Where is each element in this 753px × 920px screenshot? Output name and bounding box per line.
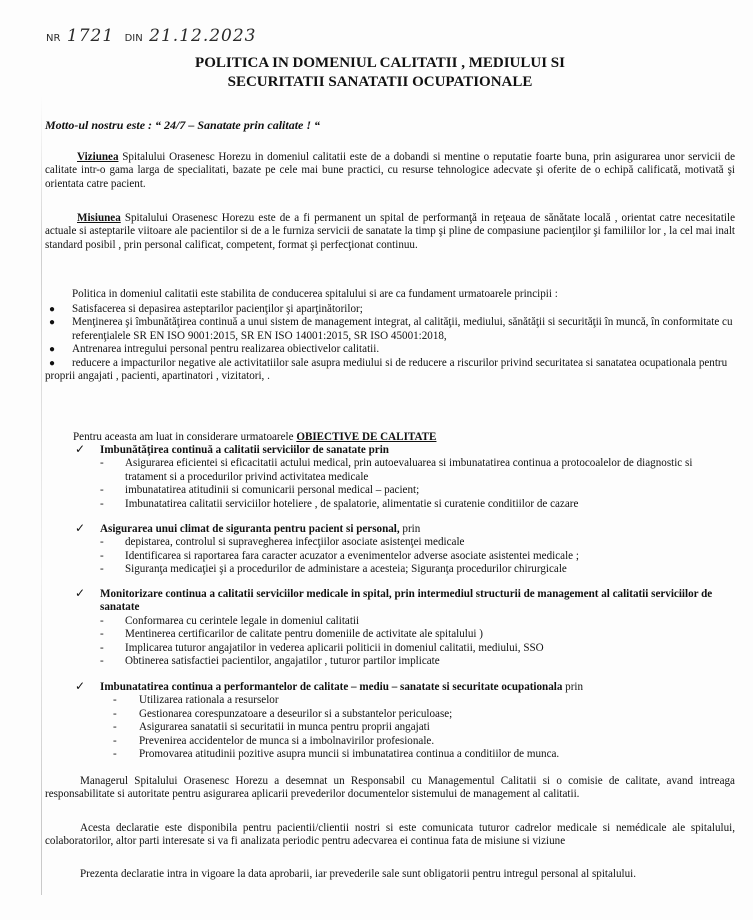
list-item: - Promovarea atitudinii pozitive asupra muncii si imbunatatirea continua a conditiilor de munca. [113,748,560,761]
bullet-icon: ● [49,317,56,329]
bullet-icon: ● [49,344,56,356]
check-icon: ✓ [75,679,86,693]
list-item: - Asigurarea sanatatii si securitatii in munca pentru proprii angajati [113,721,430,734]
objective-group-2 [75,523,735,577]
list-item: - Asigurarea eficientei si eficacitatii actului medical, prin autoevaluarea si imbunatatirea continua a protocoalelor de diagnostic si tratament si a procedurilor privind activitatea medicale [100,457,693,483]
objectives-heading: OBIECTIVE DE CALITATE [296,431,437,443]
registration-number [46,26,263,46]
list-item: - Gestionarea corespunzatoare a deseurilor si a substantelor periculoase; [113,707,453,720]
list-item: ● reducere a impacturilor negative ale activitatiilor sale asupra mediului si de reducere a riscurilor privind securitatea si sanatatea ocupationala pentru proprii angajati , pacienti, apartinatori , vizitatori, . [45,356,728,383]
vision-text: Spitalului Orasenesc Horezu in domeniul calitatii este de a dobandi si mentine o reputatie foarte buna, prin asigurarea unor servicii de calitate intr-o gama larga de specialitati, bazate pe cele mai bune practici, cu resurse tehnologice adecvate şi oferite de o echipă calificată, motivată şi orientata catre pacient. [45,151,735,190]
objective-group-1 [75,444,735,511]
list-item: - imbunatatirea atitudinii si comunicarii personal medical – pacient; [100,484,420,497]
nr-value: 1721 [66,26,115,46]
list-item: ● Menţinerea şi îmbunătăţirea continuă a unui sistem de management integrat, al calităţii, mediului, sănătăţii si securităţii în muncă, în conformitate cu referenţialele SR EN ISO 9001:2015, SR EN ISO 14001:2015, SR ISO 45001:2018, [49,316,733,342]
check-icon: ✓ [75,586,86,600]
bullet-icon: ● [49,357,56,369]
mission-text: Spitalului Orasenesc Horezu este de a fi permanent un spital de performanţă in reţeaua de sănătate locală , orientat catre necesitatile actuale si asteptarile viitoare ale pacientilor si de a le furniza servicii de sanatate la timp şi pline de compasiune pacienţilor şi familiilor lor , la cel mai inalt standard posibil , prin personal calificat, competent, format şi perfecţionat continuu. [45,212,735,251]
nr-label: NR [46,33,61,44]
list-item: - Conformarea cu cerintele legale in domeniul calitatii [100,614,360,627]
vision-paragraph [45,151,735,191]
objective-title: ✓ Monitorizare continua a calitatii serviciilor medicale in spital, prin intermediul structurii de management al calitatii serviciilor de sanatate [75,586,713,614]
objective-title: ✓ Imbunătăţirea continuă a calitatii serviciilor de sanatate prin [75,442,389,456]
list-item: - Prevenirea accidentelor de munca si a imbolnavirilor profesionale. [113,734,435,747]
scan-edge-shadow [41,95,42,895]
list-item: - Imbunatatirea calitatii serviciilor hoteliere , de spalatorie, alimentatie si curatenie conditiilor de cazare [100,497,579,510]
availability-paragraph: Acesta declaratie este disponibila pentru pacientii/clientii nostri si este comunicata tuturor cadrelor medicale si nemédicale ale spitalului, colaboratorilor, altor parti interesate si va fi analizata periodic pentru adecvarea ei continua fata de misiune si viziune [45,822,735,848]
manager-paragraph: Managerul Spitalului Orasenesc Horezu a desemnat un Responsabil cu Managementul Calitatii si o comisie de calitate, avand intreaga responsabilitate si autoritate pentru asigurarea aplicarii prevederilor documentelor sistemului de management al calitatii. [45,775,735,801]
list-item: - Utilizarea rationala a resurselor [113,694,279,707]
din-label: DIN [124,33,143,44]
vision-label: Viziunea [77,151,119,163]
list-item: - Mentinerea certificarilor de calitate pentru domeniile de activitate ale spitalului ) [100,628,483,641]
list-item: - Identificarea si raportarea fara caracter acuzator a evenimentelor adverse asociate asistentei medicale ; [100,549,579,562]
list-item: - Obtinerea satisfactiei pacientilor, angajatilor , tuturor partilor implicate [100,655,440,668]
mission-label: Misiunea [77,212,121,224]
document-title-line-1: POLITICA IN DOMENIUL CALITATII , MEDIULUI SI [195,55,565,71]
list-item: - depistarea, controlul si supravegherea infecţiilor asociate asistenţei medicale [100,536,465,549]
validity-paragraph: Prezenta declaratie intra in vigoare la data aprobarii, iar prevederile sale sunt obligatorii pentru intregul personal al spitalului. [80,868,637,880]
document-title-line-2: SECURITATII SANATATII OCUPATIONALE [227,74,533,90]
mission-paragraph [45,212,735,252]
objective-title: ✓ Imbunatatirea continua a performantelor de calitate – mediu – sanatate si securitate ocupationala prin [75,679,584,693]
check-icon: ✓ [75,442,86,456]
check-icon: ✓ [75,521,86,535]
motto: Motto-ul nostru este : “ 24/7 – Sanatate prin calitate ! “ [45,118,321,132]
list-item: - Implicarea tuturor angajatilor in vederea aplicarii politicii in domeniul calitatii, mediului, SSO [100,641,544,654]
policy-intro: Politica in domeniul calitatii este stabilita de conducerea spitalului si are ca fundament urmatoarele principii : [72,288,558,300]
list-item: - Siguranţa medicaţiei şi a procedurilor de administare a acesteia; Siguranţa procedurilor chirurgicale [100,563,567,576]
list-item: ● Antrenarea intregului personal pentru realizarea obiectivelor calitatii. [49,343,380,356]
objective-title: ✓ Asigurarea unui climat de siguranta pentru pacient si personal, prin [75,521,421,535]
principles-list [45,303,735,383]
list-item: ● Satisfacerea si depasirea asteptarilor pacienţilor şi aparţinătorilor; [49,303,363,315]
objective-group-4 [75,681,735,761]
objectives-intro: Pentru aceasta am luat in considerare urmatoarele OBIECTIVE DE CALITATE [73,431,437,443]
objective-group-3 [75,588,735,668]
bullet-icon: ● [49,304,56,315]
date-value: 21.12.2023 [149,26,257,46]
